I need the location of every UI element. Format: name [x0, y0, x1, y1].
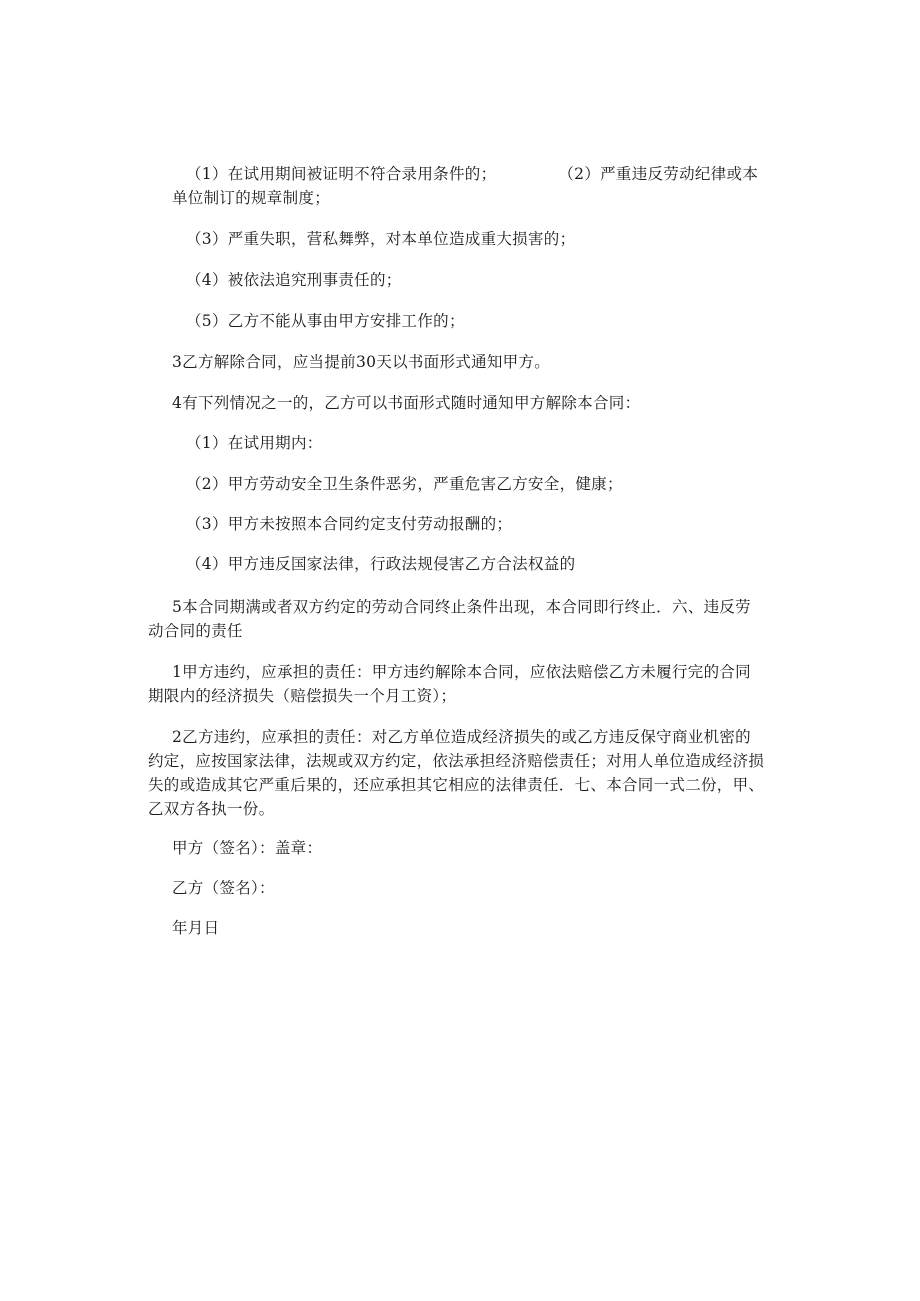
clause-4-item-2: （2）甲方劳动安全卫生条件恶劣，严重危害乙方安全，健康；	[186, 475, 623, 493]
clause-5-line-2: 动合同的责任	[148, 622, 243, 640]
breach-1-line-1: 1甲方违约，应承担的责任：甲方违约解除本合同，应依法赔偿乙方未履行完的合同	[172, 663, 751, 681]
clause-5-line-1: 5本合同期满或者双方约定的劳动合同终止条件出现，本合同即行终止．六、违反劳	[172, 598, 751, 616]
breach-2-line-4: 乙双方各执一份。	[148, 800, 275, 818]
clause-3: 3乙方解除合同，应当提前30天以书面形式通知甲方。	[172, 353, 551, 371]
clause-2-item-1: （1）在试用期间被证明不符合录用条件的；	[186, 165, 497, 183]
signature-party-b: 乙方（签名）：	[172, 879, 275, 897]
clause-2-item-2-end: 单位制订的规章制度；	[172, 189, 331, 207]
breach-2-line-1: 2乙方违约，应承担的责任：对乙方单位造成经济损失的或乙方违反保守商业机密的	[172, 728, 751, 746]
signature-party-a: 甲方（签名）：盖章：	[172, 839, 323, 857]
clause-2-item-line	[186, 163, 758, 185]
clause-4-item-3: （3）甲方未按照本合同约定支付劳动报酬的；	[186, 515, 513, 533]
signature-date: 年月日	[172, 919, 220, 937]
clause-4-item-4: （4）甲方违反国家法律，行政法规侵害乙方合法权益的	[186, 555, 576, 573]
breach-2-line-3: 失的或造成其它严重后果的，还应承担其它相应的法律责任．七、本合同一式二份，甲、	[148, 776, 765, 794]
breach-2-line-2: 约定，应按国家法律，法规或双方约定，依法承担经济赔偿责任；对用人单位造成经济损	[148, 752, 765, 770]
clause-4-intro: 4有下列情况之一的，乙方可以书面形式随时通知甲方解除本合同：	[172, 394, 641, 412]
clause-2-item-5: （5）乙方不能从事由甲方安排工作的；	[186, 312, 465, 330]
breach-1-line-2: 期限内的经济损失（赔偿损失一个月工资）；	[148, 687, 457, 705]
clause-2-item-3: （3）严重失职，营私舞弊，对本单位造成重大损害的；	[186, 230, 576, 248]
clause-2-item-4: （4）被依法追究刑事责任的；	[186, 271, 402, 289]
clause-4-item-1: （1）在试用期内：	[186, 434, 323, 452]
clause-2-item-2-start: （2）严重违反劳动纪律或本	[558, 165, 759, 183]
